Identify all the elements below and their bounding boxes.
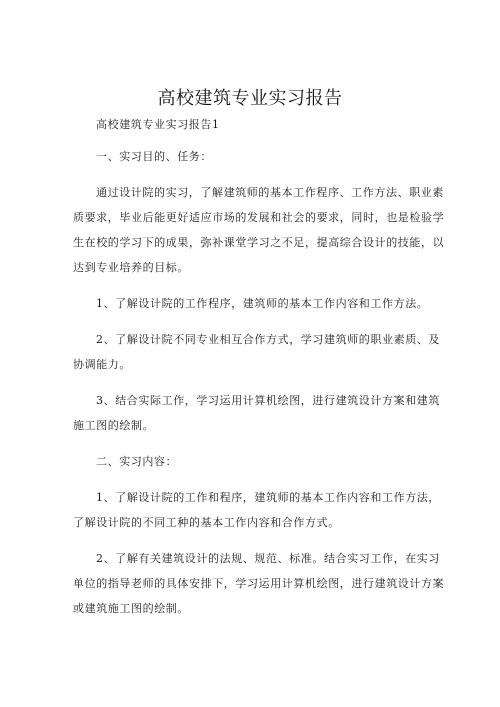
list-item: 2、了解有关建筑设计的法规、规范、标准。结合实习工作，在实习	[96, 552, 440, 565]
section-heading-content: 二、实习内容：	[96, 455, 178, 468]
paragraph-line: 生在校的学习下的成果，弥补课堂学习之不足，提高综合设计的技能，以	[73, 236, 445, 249]
section-heading-purpose: 一、实习目的、任务：	[96, 150, 212, 163]
list-item-continuation: 施工图的绘制。	[73, 419, 155, 432]
list-item: 1、了解设计院的工作和程序，建筑师的基本工作内容和工作方法，	[96, 491, 440, 504]
list-item: 1、了解设计院的工作程序，建筑师的基本工作内容和工作方法。	[96, 297, 429, 310]
list-item-continuation: 或建筑施工图的绘制。	[73, 602, 189, 615]
report-subtitle: 高校建筑专业实习报告1	[96, 118, 220, 131]
list-item-continuation: 了解设计院的不同工种的基本工作内容和合作方式。	[73, 516, 340, 529]
list-item-continuation: 单位的指导老师的具体安排下，学习运用计算机绘图，进行建筑设计方案	[73, 577, 445, 590]
paragraph-line: 质要求，毕业后能更好适应市场的发展和社会的要求，同时，也是检验学	[73, 211, 445, 224]
list-item-continuation: 协调能力。	[73, 358, 131, 371]
paragraph-line: 达到专业培养的目标。	[73, 261, 189, 274]
list-item: 3、结合实际工作，学习运用计算机绘图，进行建筑设计方案和建筑	[96, 394, 440, 407]
document-title: 高校建筑专业实习报告	[157, 88, 343, 109]
paragraph-line: 通过设计院的实习，了解建筑师的基本工作程序、工作方法、职业素	[96, 186, 444, 199]
list-item: 2、了解设计院不同专业相互合作方式，学习建筑师的职业素质、及	[96, 333, 440, 346]
